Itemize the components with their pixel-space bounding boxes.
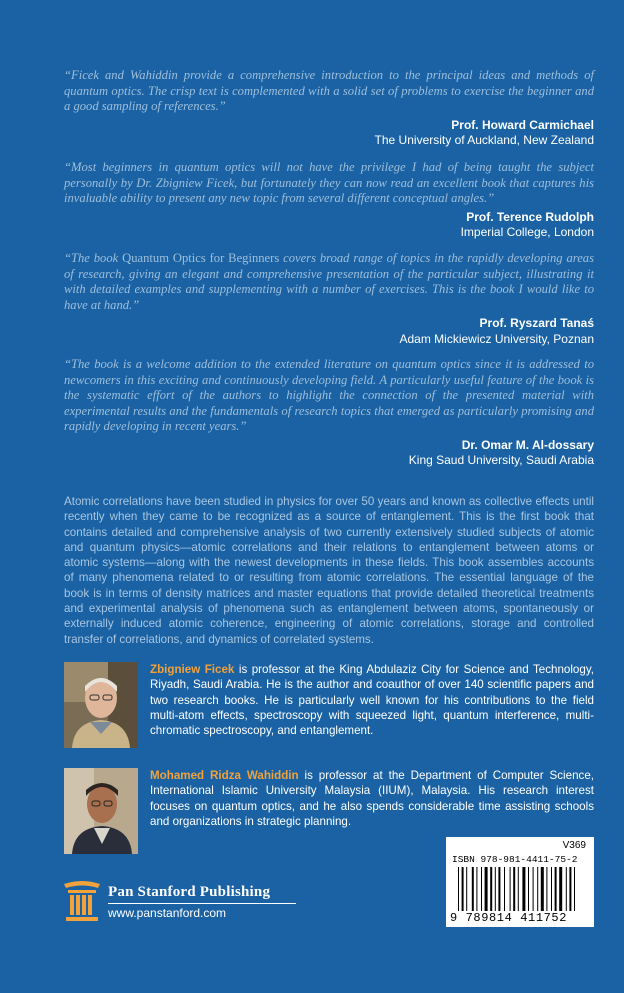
reviewer-affiliation: The University of Auckland, New Zealand xyxy=(374,133,594,148)
price-code: V369 xyxy=(562,840,586,851)
publisher-name: Pan Stanford Publishing xyxy=(108,884,271,900)
column-icon xyxy=(62,880,102,922)
author-name: Mohamed Ridza Wahiddin xyxy=(150,769,299,782)
author-bio: Zbigniew Ficek is professor at the King Abdulaziz City for Science and Technology, Riyadh, Saudi Arabia. He is the author and coauthor of over 140 scientific papers and two research books. He is particularly well known for his contributions to the field multi-atom effects, spectroscopy with squeezed light, quantum interference, multi-chromatic spectroscopy, and entanglement. xyxy=(150,663,594,738)
reviewer-affiliation: King Saud University, Saudi Arabia xyxy=(408,453,594,468)
review-quote-1 xyxy=(64,68,594,149)
publisher-url: www.panstanford.com xyxy=(108,906,227,920)
review-quote-2 xyxy=(64,160,594,241)
reviewer-name: Prof. Ryszard Tanaś xyxy=(479,316,594,331)
author-photo xyxy=(64,662,138,748)
isbn-barcode xyxy=(446,837,594,927)
book-title: Quantum Optics for Beginners xyxy=(122,251,280,265)
quote-text: “Most beginners in quantum optics will not have the privilege I had of being taught the subject personally by Dr. Zbigniew Ficek, but fortunately they can now read an excellent book that captures his invaluable ability to present any new topic from several different conceptual angles.” xyxy=(64,160,594,206)
review-quote-3 xyxy=(64,251,594,347)
reviewer-affiliation: Adam Mickiewicz University, Poznan xyxy=(399,331,594,346)
review-quote-4 xyxy=(64,357,594,469)
logo-divider xyxy=(108,903,296,904)
barcode-bars xyxy=(458,867,582,911)
quote-text: “The book is a welcome addition to the extended literature on quantum optics since it is addressed to newcomers in this exciting and continuously developing field. A particularly useful feature of the book is the systematic effort of the authors to highlight the connection of the presented material with experimental results and the fundamentals of research topics that emerged as particularly promising and rapidly developing in recent years.” xyxy=(64,357,594,434)
reviewer-name: Prof. Howard Carmichael xyxy=(451,117,594,132)
publisher-logo xyxy=(62,880,302,922)
reviewer-affiliation: Imperial College, London xyxy=(460,225,594,240)
quote-text: “Ficek and Wahiddin provide a comprehensive introduction to the principal ideas and methods of quantum optics. The crisp text is complemented with a solid set of problems to exercise the beginner and a good sampling of references.” xyxy=(64,68,594,114)
barcode-digits: 9 789814 411752 xyxy=(450,911,568,925)
author-name: Zbigniew Ficek xyxy=(150,663,235,676)
author-photo xyxy=(64,768,138,854)
reviewer-name: Dr. Omar M. Al-dossary xyxy=(461,437,594,452)
reviewer-name: Prof. Terence Rudolph xyxy=(466,209,594,224)
isbn-text: ISBN 978-981-4411-75-2 xyxy=(452,854,578,865)
book-description: Atomic correlations have been studied in physics for over 50 years and known as collective effects until recently when they came to be recognized as a source of entanglement. This is the first book that contains detailed and comprehensive analysis of two currently extensively studied subjects of atomic and quantum physics—atomic correlations and their relations to entanglement between atoms or atomic systems—along with the newest developments in these fields. This book assembles accounts of many phenomena related to or resulting from atomic correlations. The essential language of the book is in terms of density matrices and master equations that provide detailed theoretical treatments and experimental analysis of phenomena such as entanglement between atoms, spontaneously or externally induced atomic coherence, engineering of atomic correlations, storage and controlled transfer of correlations, and dynamics of correlated systems. xyxy=(64,495,594,646)
quote-text: “The book Quantum Optics for Beginners covers broad range of topics in the rapidly developing areas of research, giving an elegant and comprehensive presentation of the particular subject, illustrating it with detailed examples and supplementing with a number of exercises. This is the book I would like to have at hand.” xyxy=(64,251,594,312)
author-bio: Mohamed Ridza Wahiddin is professor at the Department of Computer Science, International Islamic University Malaysia (IIUM), Malaysia. His research interest focuses on quantum optics, and he also spends considerable time assisting schools and organizations in strategic planning. xyxy=(150,769,594,828)
